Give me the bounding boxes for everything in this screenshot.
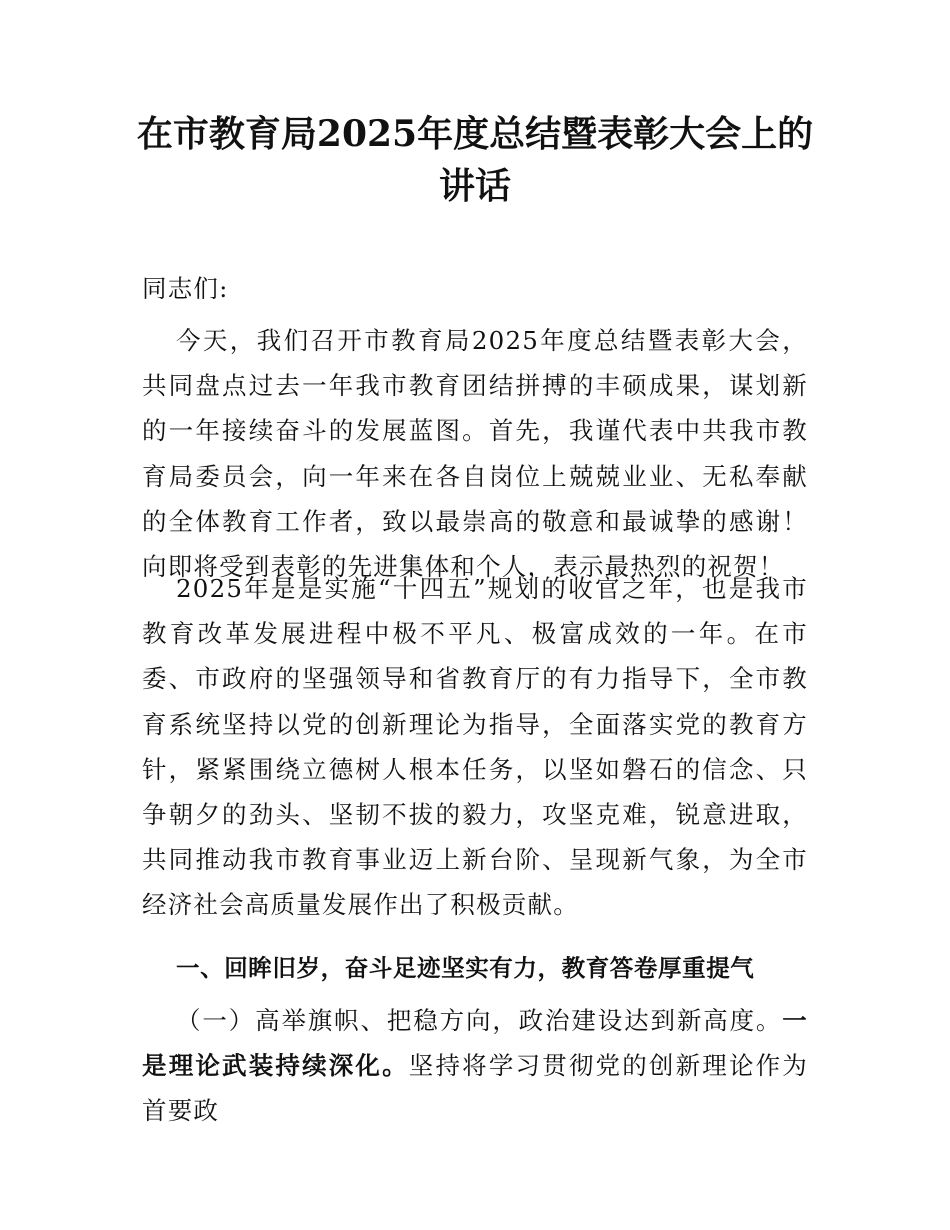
paragraph-opening: 今天，我们召开市教育局2025年度总结暨表彰大会，共同盘点过去一年我市教育团结拼搏的丰硕成果，谋划新的一年接续奋斗的发展蓝图。首先，我谨代表中共我市教育局委员会，向一年来在各自岗位上兢兢业业、无私奉献的全体教育工作者，致以最崇高的敬意和最诚挚的感谢！向即将受到表彰的先进集体和个人，表示最热烈的祝贺！	[142, 326, 808, 582]
paragraph-tail: 坚持将学习贯彻党的创新理论作为首要政	[142, 1051, 808, 1126]
paragraph-political-building	[142, 998, 808, 1134]
subsection-lead: （一）高举旗帜、把稳方向，政治建设达到新高度。	[176, 1006, 783, 1035]
salutation: 同志们:	[142, 274, 229, 303]
section-heading: 一、回眸旧岁，奋斗足迹坚实有力，教育答卷厚重提气	[176, 954, 755, 982]
bold-phrase-theory: 理论武装持续深化。	[168, 1051, 409, 1081]
paragraph-review: 2025年是是实施“十四五”规划的收官之年，也是我市教育改革发展进程中极不平凡、极富成效的一年。在市委、市政府的坚强领导和省教育厅的有力指导下，全市教育系统坚持以党的创新理论为指导，全面落实党的教育方针，紧紧围绕立德树人根本任务，以坚如磐石的信念、只争朝夕的劲头、坚韧不拔的毅力，攻坚克难，锐意进取，共同推动我市教育事业迈上新台阶、呈现新气象，为全市经济社会高质量发展作出了积极贡献。	[142, 574, 808, 920]
bold-phrase-first: 一是	[142, 1006, 808, 1081]
document-title: 在市教育局2025年度总结暨表彰大会上的讲话	[136, 113, 814, 207]
